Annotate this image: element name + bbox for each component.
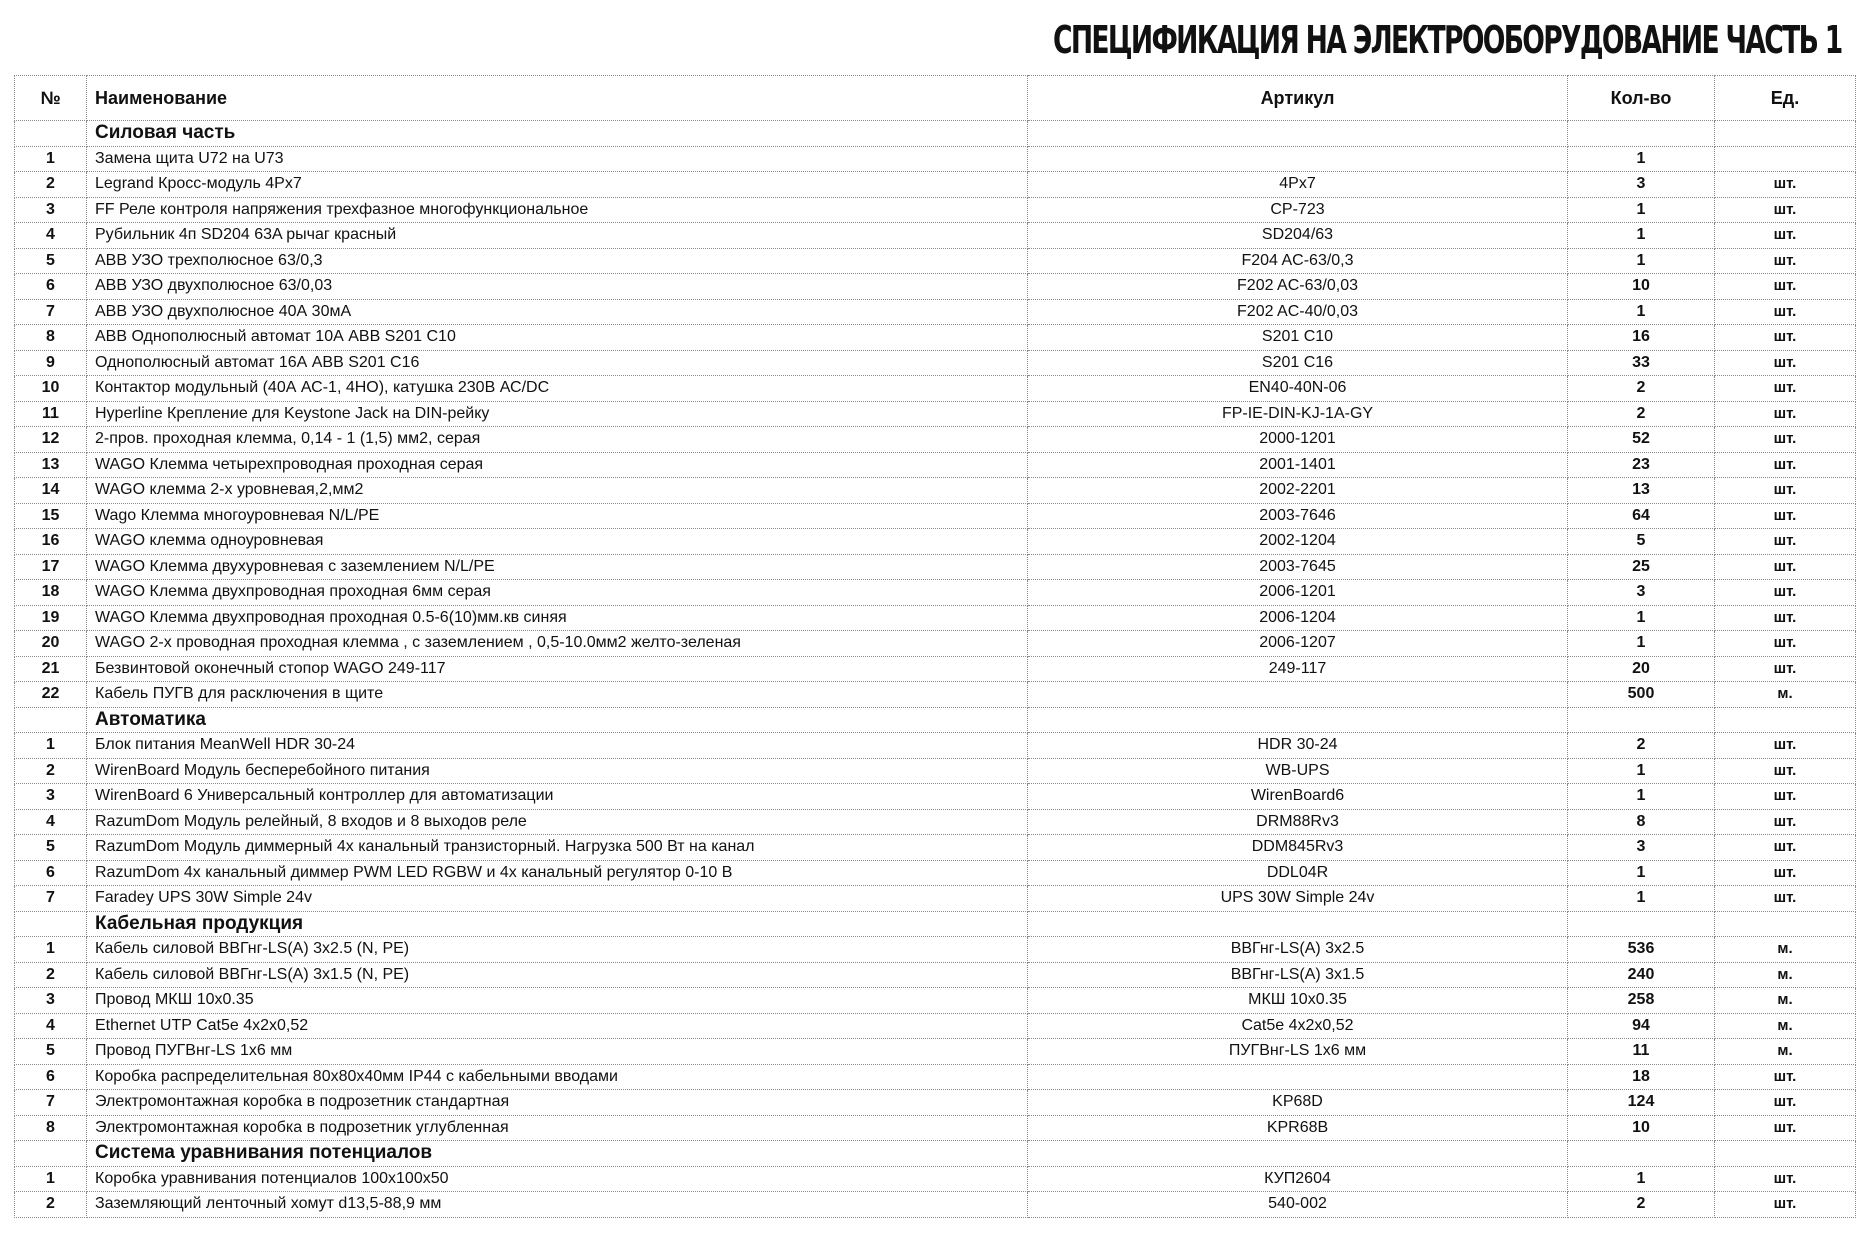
cell-num: 5 [15,835,87,861]
table-row [15,478,1856,504]
cell-unit: шт. [1715,478,1856,504]
cell-qty: 23 [1568,452,1715,478]
cell-article: WB-UPS [1028,758,1568,784]
cell-qty: 20 [1568,656,1715,682]
cell-unit: шт. [1715,631,1856,657]
table-row [15,1090,1856,1116]
cell-num: 3 [15,988,87,1014]
cell-unit: шт. [1715,733,1856,759]
cell-qty: 11 [1568,1039,1715,1065]
section-empty-cell [15,911,87,937]
cell-num: 11 [15,401,87,427]
cell-unit: шт. [1715,197,1856,223]
section-header-row [15,911,1856,937]
table-header-row [15,76,1856,121]
cell-name: Кабель ПУГВ для расключения в щите [87,682,1028,708]
cell-qty: 16 [1568,325,1715,351]
cell-num: 12 [15,427,87,453]
cell-qty: 1 [1568,886,1715,912]
cell-num: 6 [15,274,87,300]
cell-name: FF Реле контроля напряжения трехфазное многофункциональное [87,197,1028,223]
cell-num: 17 [15,554,87,580]
section-empty-cell [1715,121,1856,147]
cell-qty: 25 [1568,554,1715,580]
section-empty-cell [1028,121,1568,147]
section-empty-cell [1568,121,1715,147]
cell-unit: шт. [1715,835,1856,861]
cell-name: WAGO Клемма двухпроводная проходная 0.5-6(10)мм.кв синяя [87,605,1028,631]
cell-unit: шт. [1715,223,1856,249]
table-row [15,886,1856,912]
cell-unit: шт. [1715,554,1856,580]
cell-name: Замена щита U72 на U73 [87,146,1028,172]
cell-qty: 1 [1568,299,1715,325]
cell-article: 2002-2201 [1028,478,1568,504]
cell-article: S201 C16 [1028,350,1568,376]
cell-name: Блок питания MeanWell HDR 30-24 [87,733,1028,759]
table-row [15,1064,1856,1090]
cell-num: 2 [15,172,87,198]
table-row [15,427,1856,453]
section-title: Кабельная продукция [87,911,1028,937]
cell-article: 2006-1207 [1028,631,1568,657]
cell-name: ABB УЗО двухполюсное 63/0,03 [87,274,1028,300]
table-row [15,758,1856,784]
cell-unit: шт. [1715,1090,1856,1116]
cell-num: 1 [15,1166,87,1192]
section-empty-cell [1028,1141,1568,1167]
cell-qty: 10 [1568,1115,1715,1141]
table-row [15,605,1856,631]
table-row [15,299,1856,325]
cell-num: 13 [15,452,87,478]
table-row [15,223,1856,249]
cell-unit: шт. [1715,784,1856,810]
cell-article: КУП2604 [1028,1166,1568,1192]
cell-article: WirenBoard6 [1028,784,1568,810]
cell-unit: шт. [1715,809,1856,835]
page-title: СПЕЦИФИКАЦИЯ НА ЭЛЕКТРООБОРУДОВАНИЕ ЧАСТЬ 1 [1053,18,1842,62]
cell-article: DDM845Rv3 [1028,835,1568,861]
cell-unit: шт. [1715,656,1856,682]
cell-num: 1 [15,733,87,759]
cell-name: WAGO 2-х проводная проходная клемма , с заземлением , 0,5-10.0мм2 желто-зеленая [87,631,1028,657]
cell-article: UPS 30W Simple 24v [1028,886,1568,912]
cell-qty: 2 [1568,1192,1715,1218]
table-row [15,860,1856,886]
cell-qty: 52 [1568,427,1715,453]
cell-unit: шт. [1715,325,1856,351]
section-empty-cell [1715,1141,1856,1167]
cell-qty: 2 [1568,376,1715,402]
cell-article [1028,1064,1568,1090]
table-row [15,554,1856,580]
cell-name: WAGO клемма 2-х уровневая,2,мм2 [87,478,1028,504]
cell-qty: 5 [1568,529,1715,555]
cell-article [1028,682,1568,708]
cell-name: Коробка уравнивания потенциалов 100х100х50 [87,1166,1028,1192]
cell-name: Legrand Кросс-модуль 4Px7 [87,172,1028,198]
cell-name: 2-пров. проходная клемма, 0,14 - 1 (1,5) мм2, серая [87,427,1028,453]
cell-article: DRM88Rv3 [1028,809,1568,835]
table-row [15,529,1856,555]
cell-num: 8 [15,1115,87,1141]
cell-name: RazumDom Модуль релейный, 8 входов и 8 выходов реле [87,809,1028,835]
cell-num: 8 [15,325,87,351]
cell-name: Рубильник 4п SD204 63A рычаг красный [87,223,1028,249]
cell-unit: шт. [1715,605,1856,631]
table-row [15,682,1856,708]
cell-qty: 94 [1568,1013,1715,1039]
table-row [15,580,1856,606]
table-row [15,809,1856,835]
cell-unit: шт. [1715,1192,1856,1218]
cell-article: F204 AC-63/0,3 [1028,248,1568,274]
col-header-qty: Кол-во [1568,76,1715,121]
cell-qty: 240 [1568,962,1715,988]
cell-name: RazumDom 4х канальный диммер PWM LED RGBW и 4х канальный регулятор 0-10 В [87,860,1028,886]
cell-article: F202 AC-63/0,03 [1028,274,1568,300]
cell-num: 16 [15,529,87,555]
section-empty-cell [1028,911,1568,937]
cell-name: Контактор модульный (40А АС-1, 4НО), катушка 230В АС/DC [87,376,1028,402]
cell-num: 1 [15,146,87,172]
cell-qty: 1 [1568,631,1715,657]
table-row [15,835,1856,861]
section-empty-cell [1028,707,1568,733]
table-row [15,784,1856,810]
cell-qty: 500 [1568,682,1715,708]
cell-unit: шт. [1715,580,1856,606]
section-title: Силовая часть [87,121,1028,147]
cell-unit: м. [1715,682,1856,708]
cell-article: Cat5e 4x2x0,52 [1028,1013,1568,1039]
cell-num: 18 [15,580,87,606]
col-header-unit: Ед. [1715,76,1856,121]
table-row [15,1166,1856,1192]
cell-article [1028,146,1568,172]
section-title: Система уравнивания потенциалов [87,1141,1028,1167]
cell-num: 20 [15,631,87,657]
cell-qty: 536 [1568,937,1715,963]
cell-article: 249-117 [1028,656,1568,682]
cell-unit: шт. [1715,886,1856,912]
cell-num: 2 [15,1192,87,1218]
cell-unit: шт. [1715,1115,1856,1141]
cell-unit: шт. [1715,274,1856,300]
cell-qty: 124 [1568,1090,1715,1116]
cell-name: RazumDom Модуль диммерный 4х канальный транзисторный. Нагрузка 500 Вт на канал [87,835,1028,861]
cell-article: 2006-1204 [1028,605,1568,631]
cell-name: Hyperline Крепление для Keystone Jack на DIN-рейку [87,401,1028,427]
cell-unit: шт. [1715,350,1856,376]
cell-num: 6 [15,1064,87,1090]
cell-article: KP68D [1028,1090,1568,1116]
cell-num: 14 [15,478,87,504]
cell-qty: 2 [1568,733,1715,759]
cell-unit: шт. [1715,401,1856,427]
table-row [15,452,1856,478]
cell-unit: шт. [1715,503,1856,529]
cell-num: 7 [15,886,87,912]
cell-qty: 2 [1568,401,1715,427]
section-empty-cell [1715,707,1856,733]
cell-name: Провод МКШ 10х0.35 [87,988,1028,1014]
table-row [15,937,1856,963]
cell-unit: шт. [1715,1166,1856,1192]
cell-article: F202 AC-40/0,03 [1028,299,1568,325]
cell-unit: шт. [1715,529,1856,555]
cell-name: ABB УЗО трехполюсное 63/0,3 [87,248,1028,274]
cell-unit: шт. [1715,452,1856,478]
cell-unit: шт. [1715,1064,1856,1090]
cell-num: 22 [15,682,87,708]
table-row [15,656,1856,682]
cell-name: WirenBoard Модуль бесперебойного питания [87,758,1028,784]
cell-article: ПУГВнг-LS 1х6 мм [1028,1039,1568,1065]
section-empty-cell [15,1141,87,1167]
table-row [15,631,1856,657]
cell-qty: 1 [1568,605,1715,631]
cell-num: 4 [15,223,87,249]
table-row [15,1039,1856,1065]
cell-name: Кабель силовой ВВГнг-LS(A) 3х2.5 (N, PE) [87,937,1028,963]
cell-name: Faradey UPS 30W Simple 24v [87,886,1028,912]
cell-name: Провод ПУГВнг-LS 1х6 мм [87,1039,1028,1065]
cell-qty: 1 [1568,860,1715,886]
cell-qty: 1 [1568,248,1715,274]
cell-num: 5 [15,1039,87,1065]
table-row [15,350,1856,376]
cell-name: WAGO клемма одноуровневая [87,529,1028,555]
table-row [15,172,1856,198]
cell-num: 2 [15,962,87,988]
cell-name: WAGO Клемма двухуровневая с заземлением N/L/PE [87,554,1028,580]
cell-unit: м. [1715,962,1856,988]
cell-unit: шт. [1715,248,1856,274]
section-header-row [15,121,1856,147]
table-row [15,1013,1856,1039]
cell-article: 4Px7 [1028,172,1568,198]
table-row [15,503,1856,529]
cell-name: ABB Однополюсный автомат 10А ABB S201 C10 [87,325,1028,351]
cell-num: 6 [15,860,87,886]
cell-name: Кабель силовой ВВГнг-LS(A) 3х1.5 (N, PE) [87,962,1028,988]
cell-num: 15 [15,503,87,529]
table-row [15,146,1856,172]
section-empty-cell [15,121,87,147]
cell-name: Заземляющий ленточный хомут d13,5-88,9 мм [87,1192,1028,1218]
table-row [15,248,1856,274]
table-row [15,197,1856,223]
cell-article: SD204/63 [1028,223,1568,249]
cell-qty: 258 [1568,988,1715,1014]
cell-name: Коробка распределительная 80х80х40мм IP44 с кабельными вводами [87,1064,1028,1090]
cell-article: ВВГнг-LS(A) 3х1.5 [1028,962,1568,988]
cell-num: 9 [15,350,87,376]
cell-unit: м. [1715,1039,1856,1065]
section-empty-cell [1715,911,1856,937]
cell-article: CP-723 [1028,197,1568,223]
table-body [15,121,1856,1218]
cell-qty: 1 [1568,223,1715,249]
cell-article: ВВГнг-LS(A) 3х2.5 [1028,937,1568,963]
col-header-name: Наименование [87,76,1028,121]
table-row [15,325,1856,351]
table-row [15,988,1856,1014]
cell-qty: 1 [1568,1166,1715,1192]
cell-qty: 1 [1568,197,1715,223]
table-row [15,274,1856,300]
cell-article: 2006-1201 [1028,580,1568,606]
cell-article: DDL04R [1028,860,1568,886]
section-empty-cell [15,707,87,733]
cell-unit [1715,146,1856,172]
cell-unit: шт. [1715,172,1856,198]
table-row [15,962,1856,988]
cell-qty: 1 [1568,146,1715,172]
section-empty-cell [1568,707,1715,733]
cell-article: 2003-7645 [1028,554,1568,580]
cell-article: S201 C10 [1028,325,1568,351]
cell-qty: 1 [1568,784,1715,810]
cell-name: Wago Клемма многоуровневая N/L/PE [87,503,1028,529]
cell-num: 21 [15,656,87,682]
cell-unit: м. [1715,937,1856,963]
cell-qty: 3 [1568,580,1715,606]
section-empty-cell [1568,1141,1715,1167]
cell-article: 2001-1401 [1028,452,1568,478]
cell-article: KPR68B [1028,1115,1568,1141]
cell-num: 19 [15,605,87,631]
cell-article: 540-002 [1028,1192,1568,1218]
cell-name: WAGO Клемма четырехпроводная проходная серая [87,452,1028,478]
cell-name: Электромонтажная коробка в подрозетник стандартная [87,1090,1028,1116]
cell-num: 3 [15,197,87,223]
cell-name: WAGO Клемма двухпроводная проходная 6мм серая [87,580,1028,606]
cell-num: 2 [15,758,87,784]
cell-num: 7 [15,1090,87,1116]
cell-unit: шт. [1715,299,1856,325]
table-row [15,1115,1856,1141]
cell-qty: 1 [1568,758,1715,784]
cell-unit: шт. [1715,427,1856,453]
cell-unit: шт. [1715,758,1856,784]
table-row [15,401,1856,427]
cell-unit: шт. [1715,376,1856,402]
section-header-row [15,1141,1856,1167]
cell-article: EN40-40N-06 [1028,376,1568,402]
cell-article: HDR 30-24 [1028,733,1568,759]
cell-unit: шт. [1715,860,1856,886]
col-header-article: Артикул [1028,76,1568,121]
cell-article: 2000-1201 [1028,427,1568,453]
cell-name: Электромонтажная коробка в подрозетник углубленная [87,1115,1028,1141]
cell-qty: 18 [1568,1064,1715,1090]
cell-num: 3 [15,784,87,810]
cell-num: 7 [15,299,87,325]
cell-qty: 10 [1568,274,1715,300]
cell-article: FP-IE-DIN-KJ-1A-GY [1028,401,1568,427]
cell-qty: 8 [1568,809,1715,835]
cell-name: WirenBoard 6 Универсальный контроллер для автоматизации [87,784,1028,810]
cell-qty: 3 [1568,172,1715,198]
cell-unit: м. [1715,1013,1856,1039]
cell-name: Однополюсный автомат 16А ABB S201 C16 [87,350,1028,376]
table-row [15,376,1856,402]
cell-num: 4 [15,1013,87,1039]
cell-article: 2003-7646 [1028,503,1568,529]
section-title: Автоматика [87,707,1028,733]
cell-qty: 64 [1568,503,1715,529]
section-empty-cell [1568,911,1715,937]
cell-name: Ethernet UTP Cat5e 4x2x0,52 [87,1013,1028,1039]
section-header-row [15,707,1856,733]
spec-table [14,75,1856,1218]
cell-unit: м. [1715,988,1856,1014]
cell-num: 4 [15,809,87,835]
table-row [15,733,1856,759]
table-row [15,1192,1856,1218]
cell-article: 2002-1204 [1028,529,1568,555]
col-header-num: № [15,76,87,121]
cell-name: ABB УЗО двухполюсное 40А 30мА [87,299,1028,325]
cell-qty: 33 [1568,350,1715,376]
cell-num: 1 [15,937,87,963]
cell-article: МКШ 10х0.35 [1028,988,1568,1014]
cell-qty: 13 [1568,478,1715,504]
cell-name: Безвинтовой оконечный стопор WAGO 249-117 [87,656,1028,682]
cell-num: 10 [15,376,87,402]
cell-qty: 3 [1568,835,1715,861]
cell-num: 5 [15,248,87,274]
